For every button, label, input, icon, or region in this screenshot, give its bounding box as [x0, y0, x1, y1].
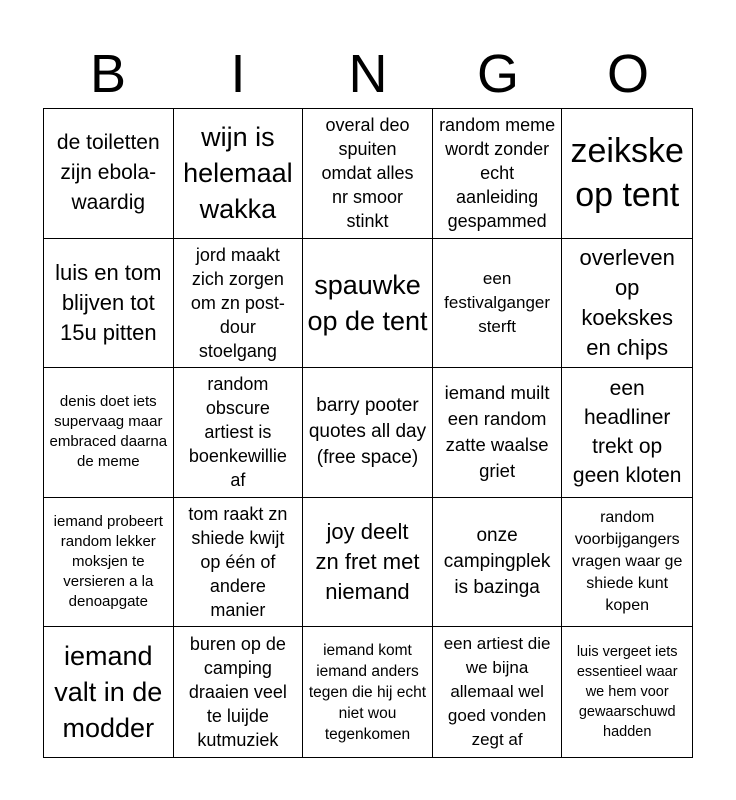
cell-text: iemand komt iemand anders tegen die hij echt niet wou tegenkomen — [308, 641, 427, 743]
cell-text: een artiest die we bijna allemaal wel goed vonden zegt af — [443, 634, 551, 750]
cell-text: een festivalganger sterft — [444, 268, 551, 336]
header-letter-n: N — [348, 44, 388, 104]
cell-text: overal deo spuiten omdat alles nr smoor stinkt — [321, 115, 414, 232]
cell-text: iemand probeert random lekker moksjen te versieren a la denoapgate — [53, 513, 163, 611]
cell-text: jord maakt zich zorgen om zn post-dour stoelgang — [190, 244, 285, 361]
bingo-cell[interactable] — [44, 498, 174, 628]
bingo-cell[interactable] — [562, 239, 692, 369]
cell-text: wijn is helemaal wakka — [183, 122, 293, 225]
bingo-cell[interactable] — [44, 627, 174, 757]
cell-text: buren op de camping draaien veel te luijde kutmuziek — [188, 634, 287, 751]
cell-text: luis en tom blijven tot 15u pitten — [55, 259, 162, 345]
bingo-cell[interactable] — [303, 627, 433, 757]
header-letter-i: I — [230, 44, 246, 104]
bingo-cell[interactable] — [174, 109, 304, 239]
bingo-cell[interactable] — [44, 239, 174, 369]
cell-text: random obscure artiest is boenkewillie af — [188, 374, 287, 491]
cell-text: random voorbijgangers vragen waar ge shiede kunt kopen — [572, 509, 683, 615]
header-letter-o: O — [606, 44, 649, 104]
bingo-cell[interactable] — [433, 498, 563, 628]
bingo-cell[interactable] — [303, 109, 433, 239]
cell-text: random meme wordt zonder echt aanleiding gespammed — [439, 115, 556, 232]
cell-text: overleven op koekskes en chips — [579, 244, 675, 360]
cell-text: iemand valt in de modder — [54, 641, 163, 744]
header-letter-b: B — [89, 44, 127, 104]
header-letter-g: G — [476, 44, 519, 104]
bingo-cell[interactable] — [562, 498, 692, 628]
bingo-cell[interactable] — [433, 627, 563, 757]
bingo-cell[interactable] — [562, 109, 692, 239]
bingo-cell[interactable] — [174, 368, 304, 498]
cell-text: de toiletten zijn ebola-waardig — [56, 131, 160, 215]
bingo-cell[interactable] — [174, 627, 304, 757]
bingo-cell[interactable] — [174, 239, 304, 369]
bingo-cell[interactable] — [562, 627, 692, 757]
cell-text: een headliner trekt op geen kloten — [572, 377, 682, 488]
cell-text: iemand muilt een random zatte waalse griet — [444, 382, 550, 482]
cell-text: tom raakt zn shiede kwijt op één of andere manier — [188, 504, 288, 621]
bingo-cell[interactable] — [433, 368, 563, 498]
bingo-cell[interactable] — [303, 498, 433, 628]
bingo-cell[interactable] — [562, 368, 692, 498]
bingo-cell[interactable] — [433, 109, 563, 239]
bingo-cell[interactable] — [303, 239, 433, 369]
cell-text: joy deelt zn fret met niemand — [315, 519, 420, 605]
bingo-cell[interactable] — [174, 498, 304, 628]
cell-text: barry pooter quotes all day (free space) — [308, 395, 427, 469]
bingo-card — [43, 108, 693, 758]
bingo-cell[interactable] — [44, 109, 174, 239]
cell-text: denis doet iets supervaag maar embraced daarna de meme — [49, 393, 168, 471]
cell-text: zeikske op tent — [570, 132, 684, 215]
cell-text: luis vergeet iets essentieel waar we hem voor gewaarschuwd hadden — [576, 644, 678, 741]
bingo-cell[interactable] — [433, 239, 563, 369]
bingo-cell[interactable] — [303, 368, 433, 498]
cell-text: spauwke op de tent — [307, 269, 428, 336]
bingo-cell[interactable] — [44, 368, 174, 498]
cell-text: onze campingplek is bazinga — [443, 525, 551, 599]
bingo-header — [43, 40, 693, 108]
